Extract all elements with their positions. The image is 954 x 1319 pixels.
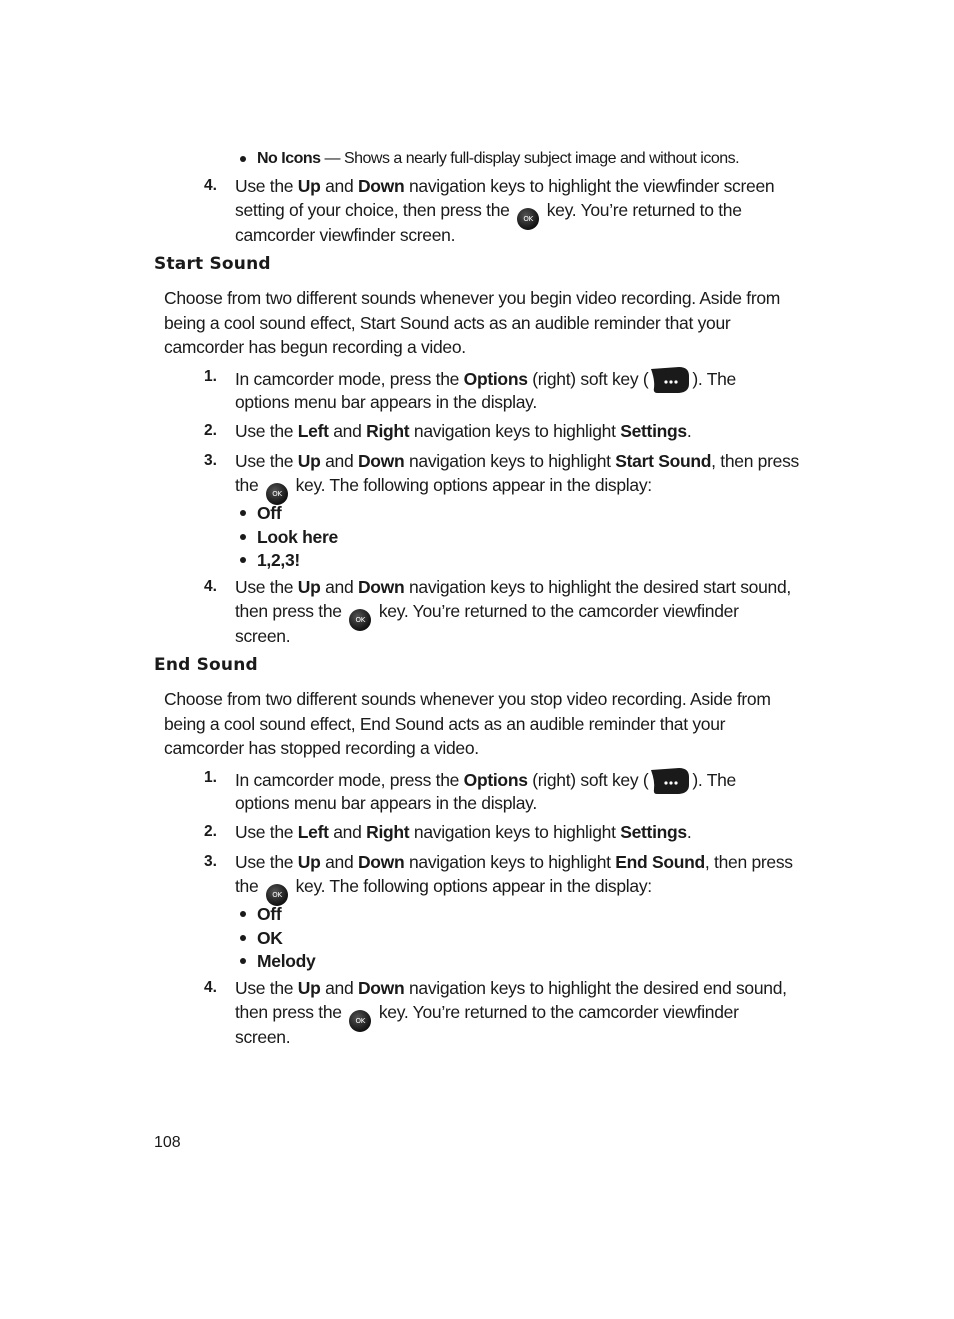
step-number: 4. [204,578,217,595]
intro-line: camcorder has begun recording a video. [164,337,466,357]
option-item: Off [257,904,282,924]
bullet [240,935,246,941]
ok-key-icon: OK [349,609,371,631]
step-text: Use the Left and Right navigation keys to highlight Settings. [235,822,692,842]
bullet [240,557,246,563]
option-item: 1,2,3! [257,550,300,570]
step-text: then press the OK key. You’re returned to the camcorder viewfinder [235,600,739,631]
step-text: camcorder viewfinder screen. [235,225,456,245]
section-heading-start-sound: Start Sound [154,254,271,274]
ok-key-icon: OK [266,483,288,505]
step-text: Use the Up and Down navigation keys to highlight the desired start sound, [235,577,791,597]
step-text: Use the Up and Down navigation keys to highlight End Sound, then press [235,852,793,872]
right-soft-key-icon [649,366,691,394]
step-number: 2. [204,823,217,840]
section-heading-end-sound: End Sound [154,655,258,675]
intro-line: camcorder has stopped recording a video. [164,738,479,758]
bullet [240,510,246,516]
step-text: options menu bar appears in the display. [235,793,537,813]
bullet [240,156,246,162]
step-text: screen. [235,626,291,646]
bullet [240,958,246,964]
step-number: 1. [204,769,217,786]
page-number: 108 [154,1134,181,1151]
step-text: In camcorder mode, press the Options (right) soft key ( ). The [235,366,736,394]
bullet [240,911,246,917]
step-number: 4. [204,979,217,996]
option-no-icons: No Icons — Shows a nearly full-display subject image and without icons. [257,150,740,167]
step-text: setting of your choice, then press the OK key. You’re returned to the [235,199,742,230]
option-item: Look here [257,527,338,547]
step-text: the OK key. The following options appear in the display: [235,474,652,505]
intro-line: being a cool sound effect, Start Sound acts as an audible reminder that your [164,313,731,333]
step-text: options menu bar appears in the display. [235,392,537,412]
right-soft-key-icon [649,767,691,795]
option-item: Melody [257,951,316,971]
step-number: 3. [204,452,217,469]
step-number: 4. [204,177,217,194]
step-text: then press the OK key. You’re returned to the camcorder viewfinder [235,1001,739,1032]
intro-line: being a cool sound effect, End Sound acts as an audible reminder that your [164,714,726,734]
option-item: Off [257,503,282,523]
intro-line: Choose from two different sounds whenever you begin video recording. Aside from [164,288,781,308]
step-text: Use the Up and Down navigation keys to highlight Start Sound, then press [235,451,799,471]
step-text: Use the Up and Down navigation keys to highlight the viewfinder screen [235,176,775,196]
ok-key-icon: OK [266,884,288,906]
step-text: screen. [235,1027,291,1047]
step-text: Use the Left and Right navigation keys to highlight Settings. [235,421,692,441]
step-number: 2. [204,422,217,439]
ok-key-icon: OK [517,208,539,230]
step-number: 1. [204,368,217,385]
step-text: the OK key. The following options appear in the display: [235,875,652,906]
bullet [240,534,246,540]
ok-key-icon: OK [349,1010,371,1032]
step-number: 3. [204,853,217,870]
step-text: Use the Up and Down navigation keys to highlight the desired end sound, [235,978,787,998]
intro-line: Choose from two different sounds whenever you stop video recording. Aside from [164,689,771,709]
step-text: In camcorder mode, press the Options (right) soft key ( ). The [235,767,736,795]
option-item: OK [257,928,283,948]
